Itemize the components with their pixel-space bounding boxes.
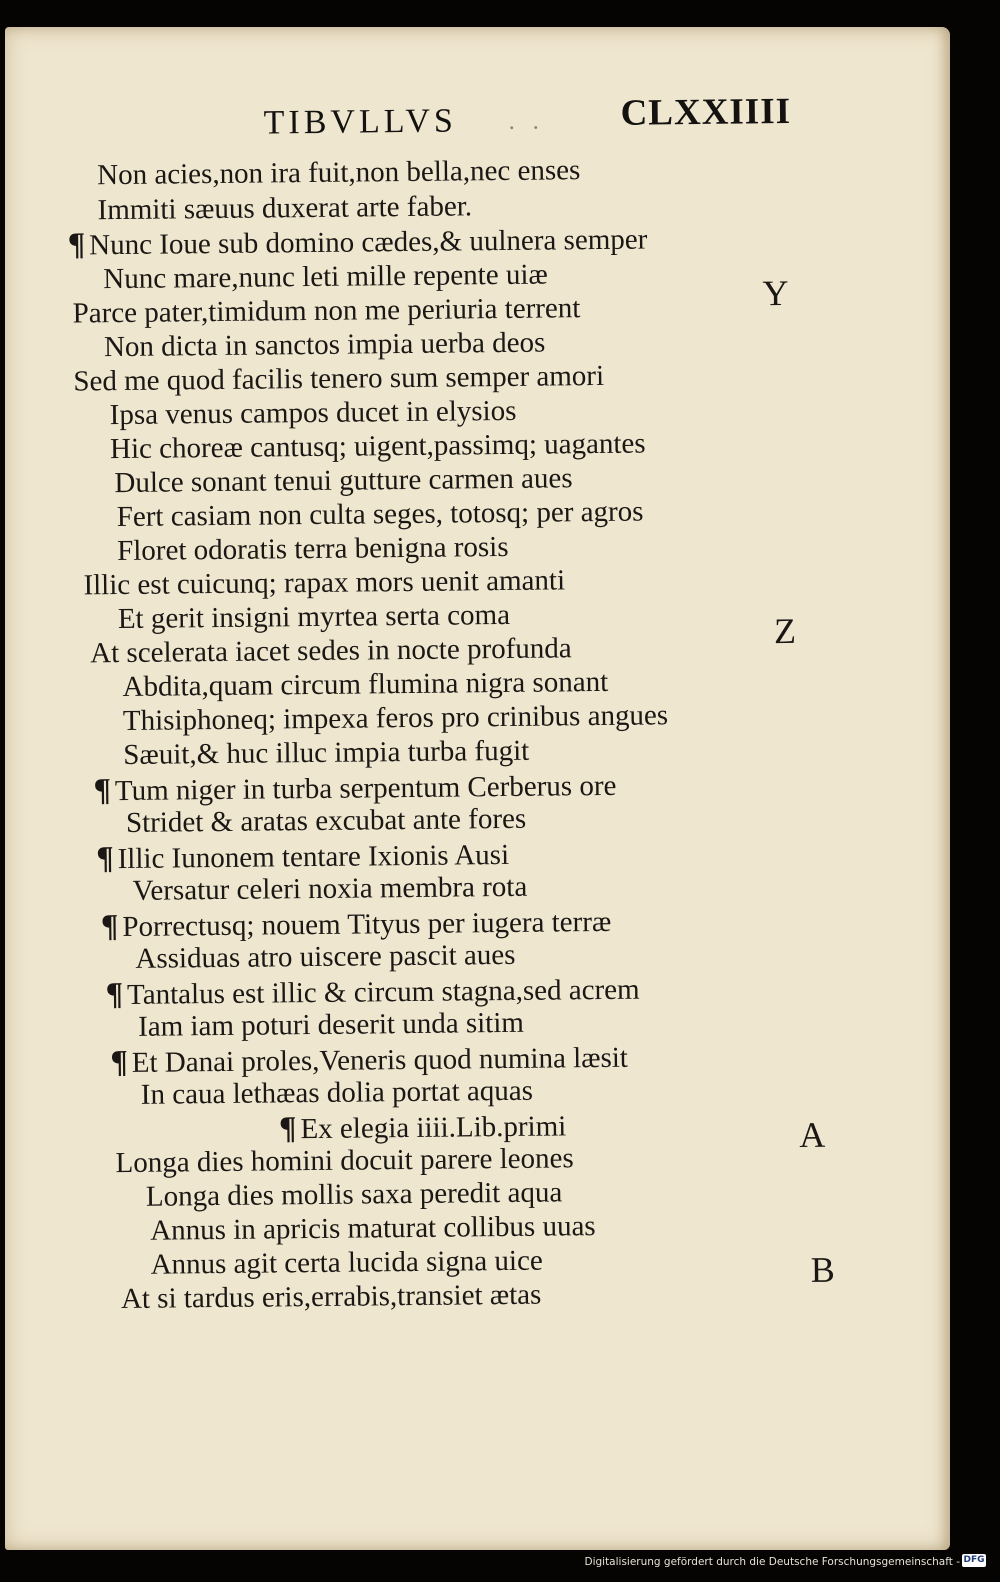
verse-line-text: Versatur celeri noxia membra rota (132, 870, 528, 907)
verse-line (72, 292, 580, 329)
margin-marker-a: A (799, 1114, 826, 1155)
verse-line-text: Parce pater,timidum non me periuria terrent (72, 292, 581, 330)
verse-line-text: Non dicta in sanctos impia uerba deos (103, 326, 546, 364)
pilcrow-mark: ¶ (100, 907, 119, 944)
verse-line (135, 939, 515, 975)
verse-line-text: Tum niger in turba serpentum Cerberus ore (114, 769, 617, 808)
verse-line-text: Hic choreæ cantusq; uigent,passimq; uagantes (109, 427, 646, 466)
pilcrow-mark: ¶ (110, 1042, 128, 1080)
verse-line-text: Assiduas atro uiscere pascit aues (135, 938, 516, 975)
verse-line (150, 1245, 542, 1281)
margin-marker-y: Y (762, 273, 789, 314)
verse-line-text: Annus in apricis maturat collibus uuas (150, 1210, 596, 1247)
verse-line-text: Sæuit,& huc illuc impia turba fugit (123, 734, 530, 771)
verse-line (83, 564, 565, 601)
verse-line-text: Stridet & aratas excubat ante fores (125, 802, 527, 839)
verse-line (123, 699, 669, 737)
book-page (5, 27, 950, 1550)
verse-line-text: Dulce sonant tenui gutture carmen aues (114, 462, 573, 500)
verse-line-text: Longa dies mollis saxa peredit aqua (145, 1176, 563, 1213)
verse-line (146, 1176, 563, 1212)
footer-credit: Digitalisierung gefördert durch die Deutsche Forschungsgemeinschaft - (584, 1556, 960, 1568)
verse-line (279, 1108, 566, 1145)
running-title: TIBVLLVS (263, 102, 458, 142)
verse-line-text: Ex elegia iiii.Lib.primi (300, 1110, 567, 1146)
verse-line (133, 871, 528, 907)
verse-line-text: Annus agit certa lucida signa uice (150, 1244, 543, 1281)
verse-line-text: Et Danai proles,Veneris quod numina læsit (131, 1041, 629, 1079)
verse-line-text: Iam iam poturi deserit unda sitim (137, 1006, 525, 1043)
verse-line-text: At si tardus eris,errabis,transiet ætas (120, 1278, 542, 1316)
verse-line-text: Immiti sæuus duxerat arte faber. (97, 190, 473, 227)
verse-line (68, 221, 648, 261)
verse-line (110, 395, 517, 431)
verse-line (90, 632, 572, 669)
verse-line-text: Nunc Ioue sub domino cædes,& uulnera semper (89, 223, 648, 262)
verse-line-text: Non acies,non ira fuit,non bella,nec enses (97, 154, 581, 192)
verse-line-text: Floret odoratis terra benigna rosis (116, 530, 509, 568)
verse-line-text: Thisiphoneq; impexa feros pro crinibus angues (122, 699, 669, 737)
verse-line (101, 904, 612, 943)
dfg-logo: DFG (963, 1555, 985, 1565)
pilcrow-mark: ¶ (93, 771, 112, 808)
verse-line-text: At scelerata iacet sedes in nocte profunda (90, 632, 572, 670)
verse-line (97, 190, 472, 226)
verse-line-text: Illic est cuicunq; rapax mors uenit amanti (83, 564, 566, 602)
verse-line (126, 803, 527, 839)
verse-line-text: Et gerit insigni myrtea serta coma (117, 598, 511, 636)
verse-line-text: Longa dies homini docuit parere leones (115, 1142, 574, 1180)
folio-number: CLXXIIII (620, 90, 792, 134)
verse-line-text: Nunc mare,nunc leti mille repente uiæ (103, 258, 548, 296)
verse-line (123, 735, 529, 771)
verse-line (110, 1040, 628, 1079)
verse-line-text: Sed me quod facilis tenero sum semper amori (73, 359, 605, 398)
page-text-block (5, 27, 950, 1550)
verse-line (110, 428, 646, 466)
verse-line-text: Abdita,quam circum flumina nigra sonant (122, 665, 609, 704)
verse-line-text: Ipsa venus campos ducet in elysios (109, 394, 517, 432)
verse-line (114, 462, 573, 499)
verse-line (96, 837, 509, 875)
pilcrow-mark: ¶ (278, 1109, 297, 1146)
verse-line-text: Fert casiam non culta seges, totosq; per agros (116, 495, 644, 534)
margin-marker-z: Z (773, 610, 797, 652)
verse-line (122, 666, 608, 703)
verse-line (97, 154, 580, 191)
verse-line (104, 327, 546, 364)
header-ornament: . . (508, 108, 545, 135)
verse-line (117, 496, 644, 534)
pilcrow-mark: ¶ (96, 839, 114, 876)
verse-line (106, 972, 640, 1012)
verse-line (150, 1210, 596, 1247)
verse-line (103, 259, 548, 296)
verse-line (121, 1279, 542, 1315)
verse-line-text: Porrectusq; nouem Tityus per iugera terræ (122, 905, 612, 944)
pilcrow-mark: ¶ (67, 225, 86, 262)
pilcrow-mark: ¶ (105, 975, 124, 1012)
verse-line (93, 768, 616, 807)
verse-line-text: Tantalus est illic & circum stagna,sed acrem (126, 973, 640, 1011)
verse-line-text: Illic Iunonem tentare Ixionis Ausi (117, 838, 510, 876)
verse-line (141, 1075, 533, 1111)
margin-marker-b: B (810, 1249, 835, 1290)
verse-line (118, 599, 511, 635)
verse-line-text: In caua lethæas dolia portat aquas (140, 1074, 534, 1111)
verse-line (117, 531, 509, 567)
verse-line (138, 1007, 524, 1043)
verse-line (115, 1142, 574, 1179)
verse-line (73, 360, 604, 398)
